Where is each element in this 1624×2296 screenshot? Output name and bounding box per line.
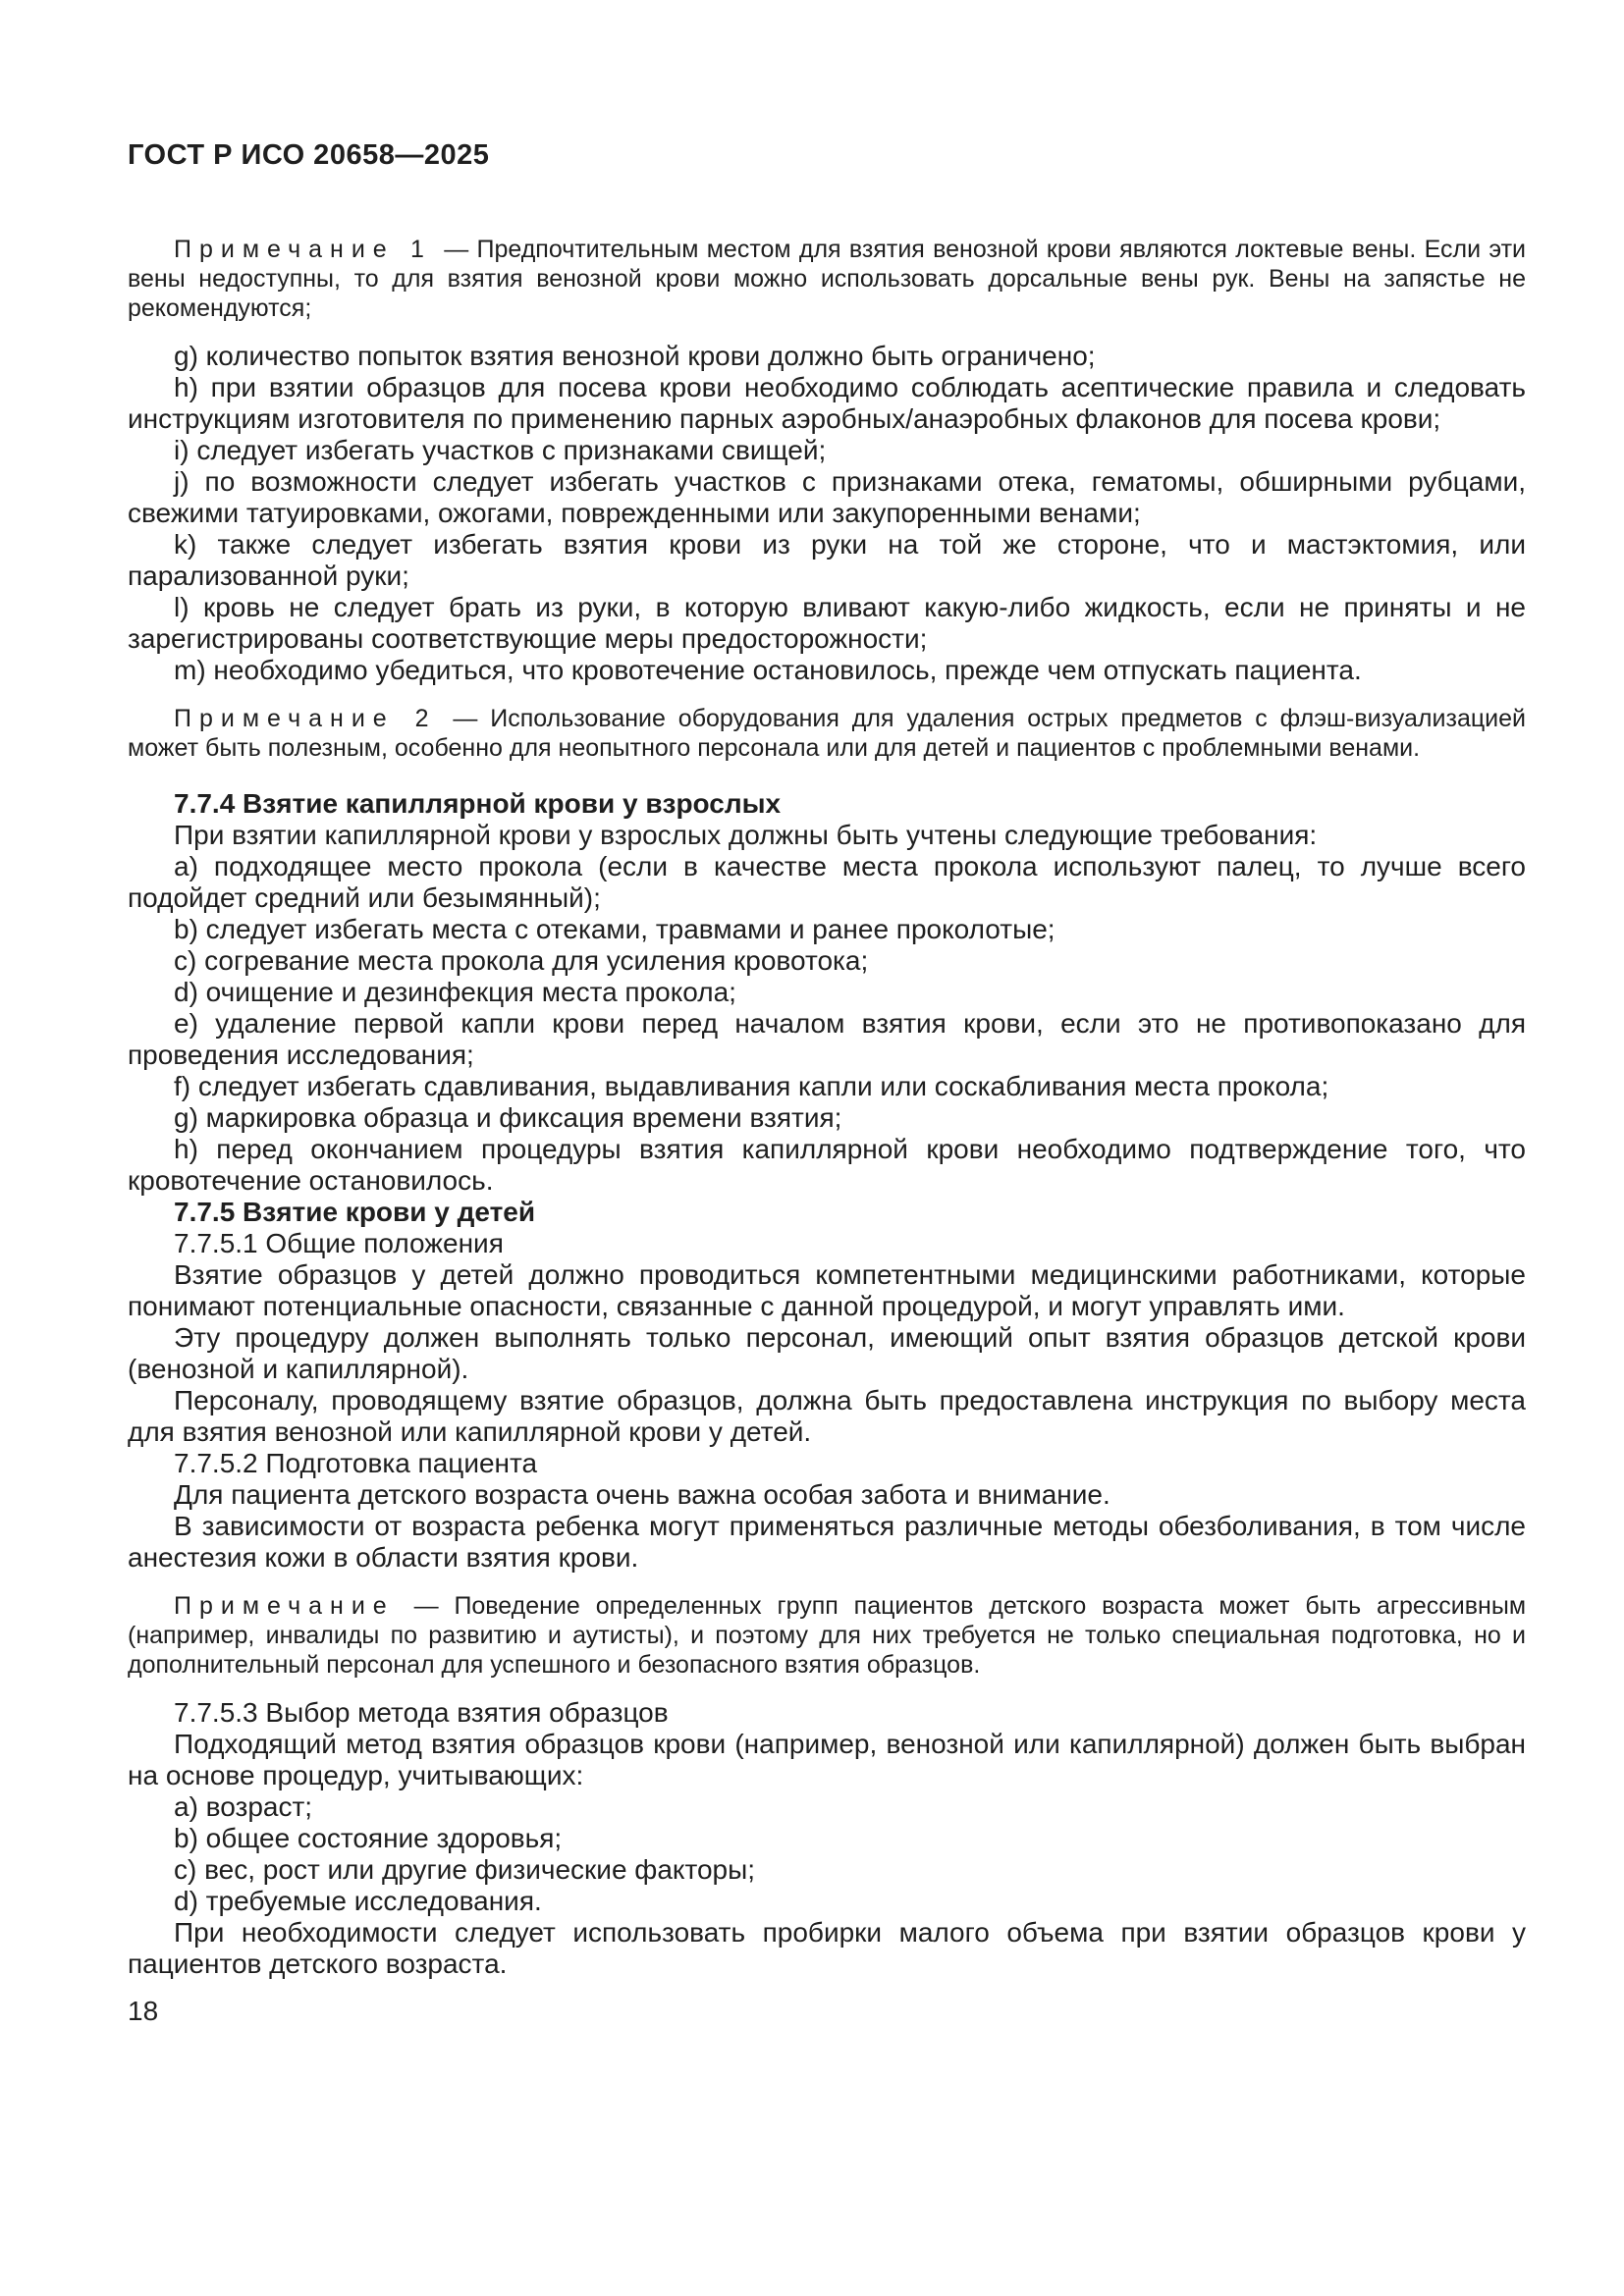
list-item [128,655,1526,686]
note [128,235,1526,323]
list-item [128,1008,1526,1071]
subsection-heading [128,1448,1526,1479]
note [128,704,1526,763]
block-text: b) общее состояние здоровья; [174,1823,563,1853]
paragraph [128,1917,1526,1980]
note-text: — Поведение определенных групп пациентов детского возраста может быть агрессивным (например, инвалиды по развитию и аутисты), и поэтому для них требуется не только специальная подготовка, но и дополнительный персонал для успешного и безопасного взятия образцов. [128,1592,1527,1679]
paragraph [128,1259,1526,1322]
block-text: В зависимости от возраста ребенка могут применяться различные методы обезболивания, в том числе анестезия кожи в области взятия крови. [128,1511,1526,1573]
note-text: — Использование оборудования для удаления острых предметов с флэш-визуализацией может быть полезным, особенно для неопытного персонала или для детей и пациентов с проблемными венами. [128,705,1526,762]
list-item [128,1791,1526,1823]
note-label: Примечание 1 [174,236,432,263]
section-heading [128,1197,1526,1228]
block-text: d) очищение и дезинфекция места прокола; [174,977,736,1007]
block-text: 7.7.5.1 Общие положения [174,1228,504,1258]
list-item [128,1886,1526,1917]
block-text: i) следует избегать участков с признаками свищей; [174,435,827,465]
block-text: d) требуемые исследования. [174,1886,542,1916]
block-text: При необходимости следует использовать пробирки малого объема при взятии образцов крови у пациентов детского возраста. [128,1917,1526,1979]
paragraph [128,1322,1526,1385]
subsection-heading [128,1697,1526,1729]
block-text: l) кровь не следует брать из руки, в которую вливают какую-либо жидкость, если не приняты и не зарегистрированы соответствующие меры предосторожности; [128,592,1526,654]
block-text: c) согревание места прокола для усиления кровотока; [174,945,869,976]
paragraph [128,820,1526,851]
block-text: Подходящий метод взятия образцов крови (например, венозной или капиллярной) должен быть выбран на основе процедур, учитывающих: [128,1729,1526,1790]
block-text: 7.7.5.2 Подготовка пациента [174,1448,538,1478]
block-text: h) при взятии образцов для посева крови необходимо соблюдать асептические правила и следовать инструкциям изготовителя по применению парных аэробных/анаэробных флаконов для посева крови; [128,372,1526,434]
block-text: 7.7.5.3 Выбор метода взятия образцов [174,1697,669,1728]
block-text: k) также следует избегать взятия крови из руки на той же стороне, что и мастэктомия, или парализованной руки; [128,529,1526,591]
paragraph [128,1479,1526,1511]
block-text: e) удаление первой капли крови перед началом взятия крови, если это не противопоказано для проведения исследования; [128,1008,1526,1070]
block-text: j) по возможности следует избегать участков с признаками отека, гематомы, обширными рубцами, свежими татуировками, ожогами, поврежденными или закупоренными венами; [128,466,1526,528]
block-text: c) вес, рост или другие физические факторы; [174,1854,756,1885]
document-header: ГОСТ Р ИСО 20658—2025 [128,139,490,171]
list-item [128,435,1526,466]
list-item [128,341,1526,372]
list-item [128,977,1526,1008]
paragraph [128,1511,1526,1574]
block-text: f) следует избегать сдавливания, выдавливания капли или соскабливания места прокола; [174,1071,1329,1101]
note [128,1591,1526,1680]
block-text: b) следует избегать места с отеками, травмами и ранее проколотые; [174,914,1056,944]
block-text: Персоналу, проводящему взятие образцов, должна быть предоставлена инструкция по выбору места для взятия венозной или капиллярной крови у детей. [128,1385,1526,1447]
block-text: m) необходимо убедиться, что кровотечение остановилось, прежде чем отпускать пациента. [174,655,1362,685]
list-item [128,914,1526,945]
document-body [128,235,1526,1980]
block-text: a) подходящее место прокола (если в качестве места прокола используют палец, то лучше всего подойдет средний или безымянный); [128,851,1526,913]
note-label: Примечание [174,1592,395,1620]
list-item [128,1854,1526,1886]
block-text: h) перед окончанием процедуры взятия капиллярной крови необходимо подтверждение того, что кровотечение остановилось. [128,1134,1526,1196]
list-item [128,372,1526,435]
section-heading [128,788,1526,820]
list-item [128,1071,1526,1102]
list-item [128,1823,1526,1854]
paragraph [128,1385,1526,1448]
list-item [128,851,1526,914]
list-item [128,466,1526,529]
subsection-heading [128,1228,1526,1259]
block-text: g) маркировка образца и фиксация времени взятия; [174,1102,842,1133]
list-item [128,529,1526,592]
block-text: 7.7.4 Взятие капиллярной крови у взрослых [174,788,782,819]
block-text: При взятии капиллярной крови у взрослых должны быть учтены следующие требования: [174,820,1318,850]
block-text: g) количество попыток взятия венозной крови должно быть ограничено; [174,341,1096,371]
list-item [128,1102,1526,1134]
list-item [128,1134,1526,1197]
list-item [128,945,1526,977]
block-text: 7.7.5 Взятие крови у детей [174,1197,536,1227]
block-text: Для пациента детского возраста очень важна особая забота и внимание. [174,1479,1110,1510]
page-number: 18 [128,1996,159,2026]
list-item [128,592,1526,655]
note-label: Примечание 2 [174,705,437,732]
note-text: — Предпочтительным местом для взятия венозной крови являются локтевые вены. Если эти вены недоступны, то для взятия венозной крови можно использовать дорсальные вены рук. Вены на запястье не рекомендуются; [128,236,1526,322]
paragraph [128,1729,1526,1791]
block-text: Взятие образцов у детей должно проводиться компетентными медицинскими работниками, которые понимают потенциальные опасности, связанные с данной процедурой, и могут управлять ими. [128,1259,1526,1321]
block-text: a) возраст; [174,1791,313,1822]
block-text: Эту процедуру должен выполнять только персонал, имеющий опыт взятия образцов детской крови (венозной и капиллярной). [128,1322,1526,1384]
